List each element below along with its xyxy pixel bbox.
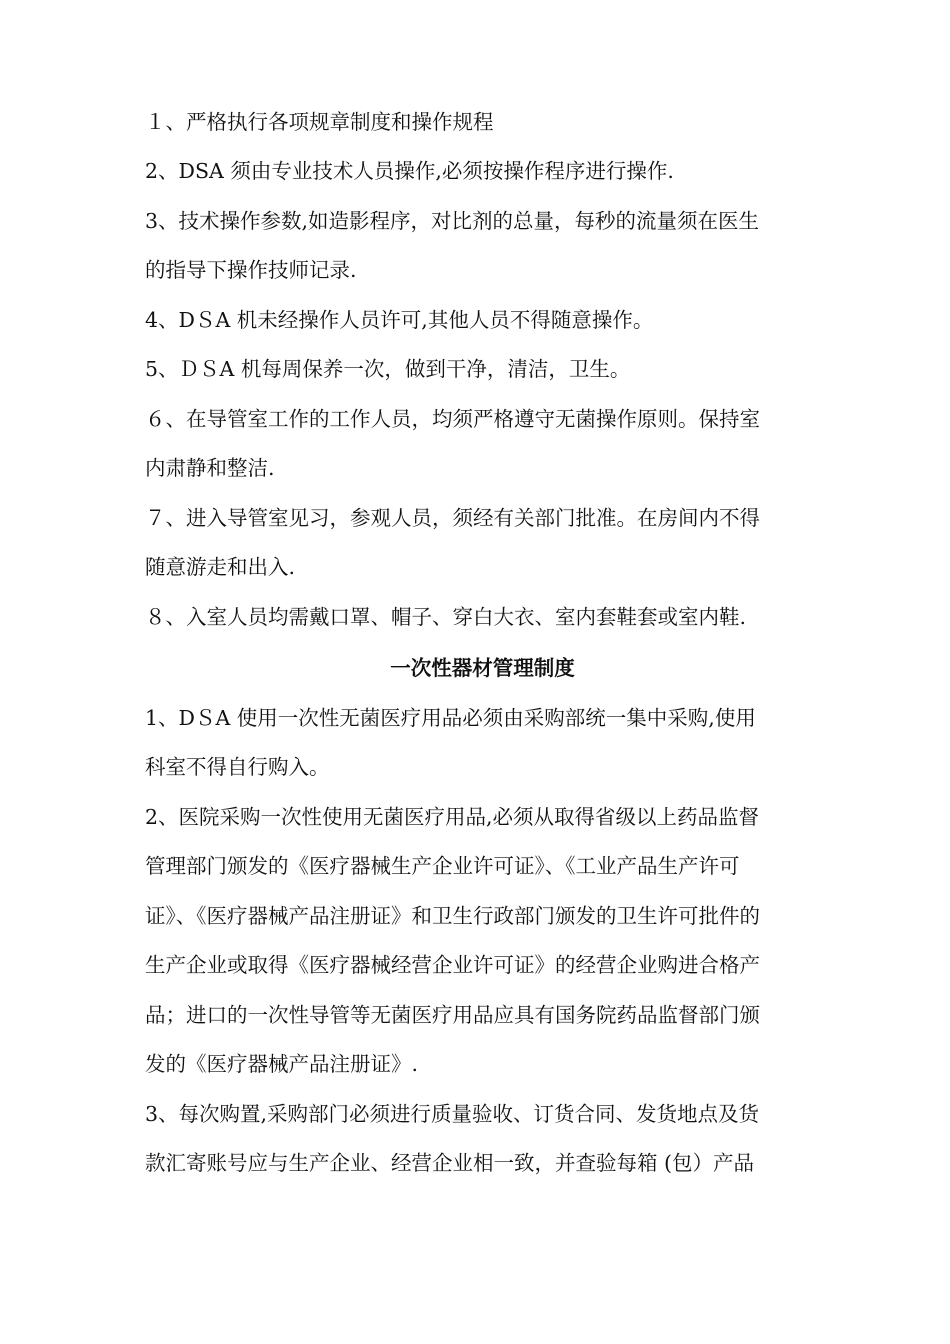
rule-7-line-2: 随意游走和出入. — [145, 555, 296, 579]
item-2-line-1: 2、医院采购一次性使用无菌医疗用品,必须从取得省级以上药品监督 — [145, 805, 760, 829]
rule-4: 4、DＳA 机未经操作人员许可,其他人员不得随意操作。 — [145, 308, 654, 332]
item-3-line-1: 3、每次购置,采购部门必须进行质量验收、订货合同、发货地点及货 — [145, 1102, 760, 1126]
section-title: 一次性器材管理制度 — [390, 656, 575, 680]
rule-2: 2、DSA 须由专业技术人员操作,必须按操作程序进行操作. — [145, 159, 674, 183]
item-3-line-2: 款汇寄账号应与生产企业、经营企业相一致，并查验每箱 (包）产品 — [145, 1151, 755, 1175]
item-1-line-2: 科室不得自行购入。 — [145, 755, 330, 779]
item-2-line-2: 管理部门颁发的《医疗器械生产企业许可证》、《工业产品生产许可 — [145, 854, 740, 878]
item-1-line-1: 1、DＳA 使用一次性无菌医疗用品必须由采购部统一集中采购,使用 — [145, 706, 756, 730]
item-2-line-5: 品；进口的一次性导管等无菌医疗用品应具有国务院药品监督部门颁 — [145, 1003, 760, 1027]
rule-6-line-2: 内肃静和整洁. — [145, 456, 275, 480]
rule-3-line-2: 的指导下操作技师记录. — [145, 258, 357, 282]
item-2-line-4: 生产企业或取得《医疗器械经营企业许可证》的经营企业购进合格产 — [145, 953, 760, 977]
rule-1: １、严格执行各项规章制度和操作规程 — [145, 110, 494, 134]
rule-6-line-1: ６、在导管室工作的工作人员，均须严格遵守无菌操作原则。保持室 — [145, 407, 760, 431]
rule-3-line-1: 3、技术操作参数,如造影程序，对比剂的总量，每秒的流量须在医生 — [145, 209, 760, 233]
item-2-line-3: 证》、《医疗器械产品注册证》和卫生行政部门颁发的卫生许可批件的 — [145, 904, 760, 928]
rule-7-line-1: ７、进入导管室见习，参观人员，须经有关部门批准。在房间内不得 — [145, 506, 760, 530]
item-2-line-6: 发的《医疗器械产品注册证》. — [145, 1052, 419, 1076]
rule-8: ８、入室人员均需戴口罩、帽子、穿白大衣、室内套鞋套或室内鞋. — [145, 605, 747, 629]
rule-5: 5、ＤＳA 机每周保养一次，做到干净，清洁，卫生。 — [145, 357, 631, 381]
